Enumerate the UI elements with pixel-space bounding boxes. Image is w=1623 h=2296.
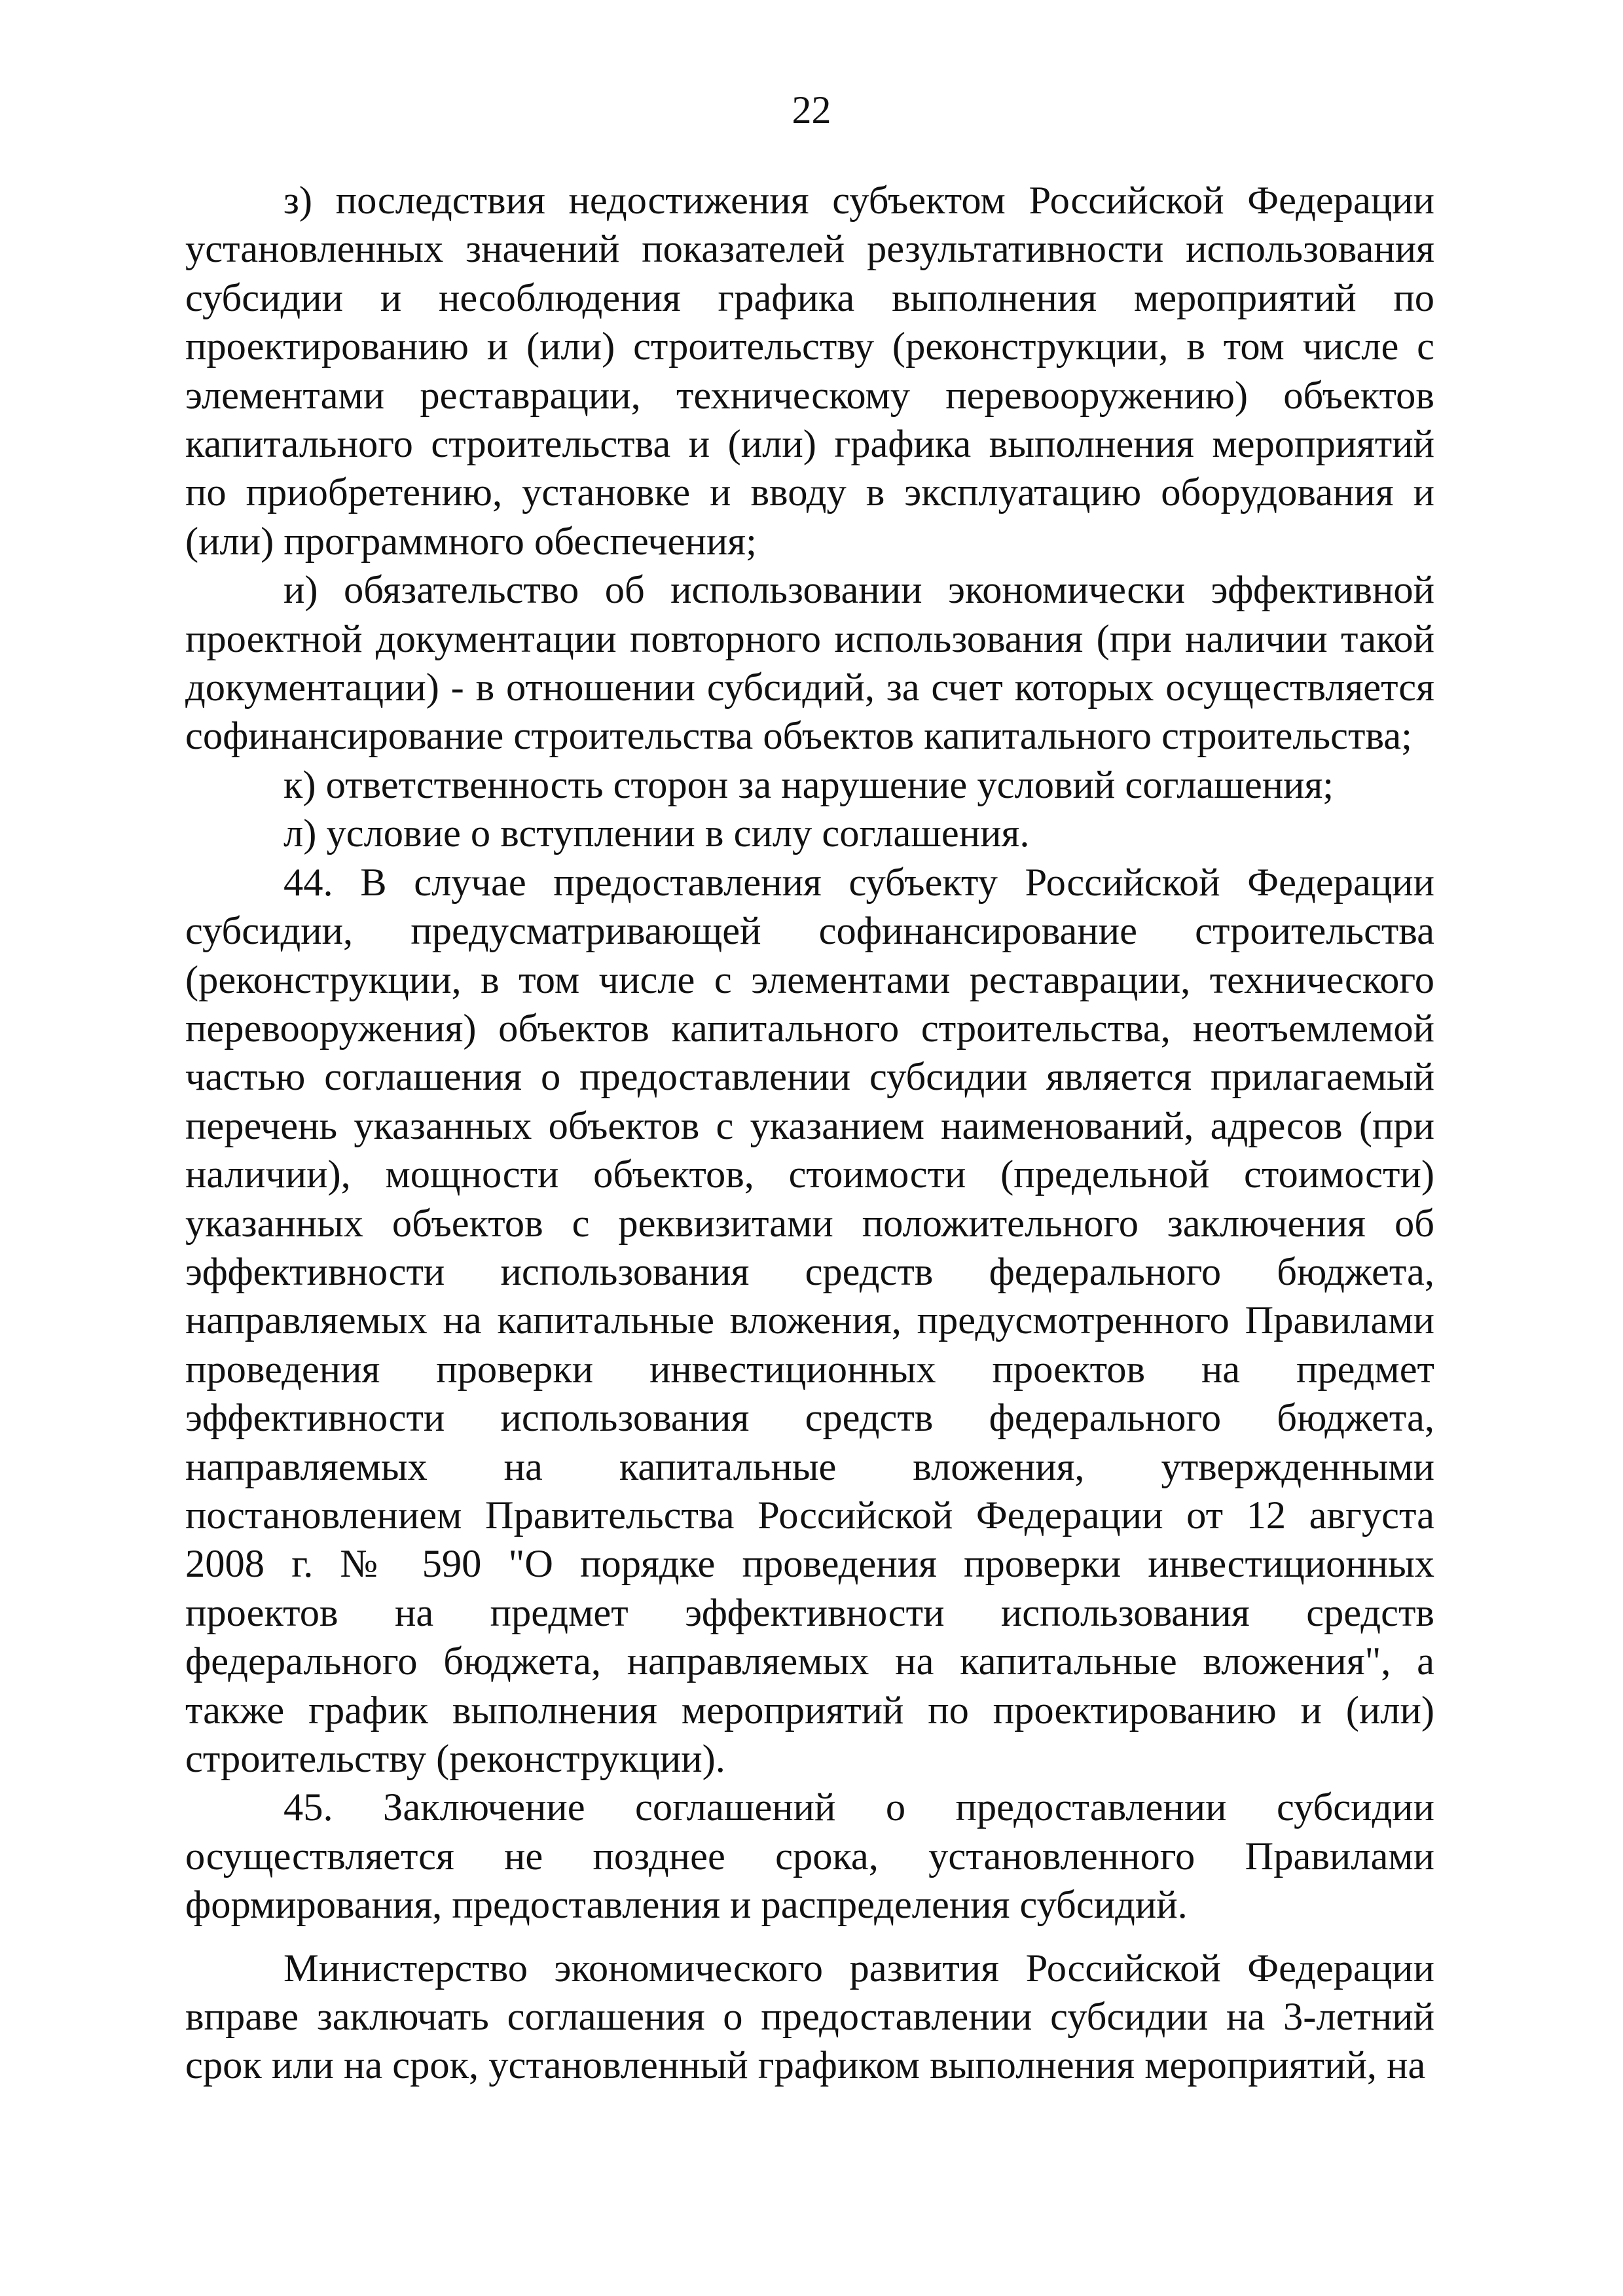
paragraph-k: к) ответственность сторон за нарушение условий соглашения;: [283, 762, 1334, 807]
paragraph-44: 44. В случае предоставления субъекту Российской Федерации субсидии, предусматривающей софинансирование строительства (реконструкции, в том числе с элементами реставрации, технического перевооружения) объектов капитального строительства, неотъемлемой частью соглашения о предоставлении субсидии является прилагаемый перечень указанных объектов с указанием наименований, адресов (при наличии), мощности объектов, стоимости (предельной стоимости) указанных объектов с реквизитами положительного заключения об эффективности использования средств федерального бюджета, направляемых на капитальные вложения, предусмотренного Правилами проведения проверки инвестиционных проектов на предмет эффективности использования средств федерального бюджета, направляемых на капитальные вложения, утвержденными постановлением Правительства Российской Федерации от 12 августа 2008 г. № 590 "О порядке проведения проверки инвестиционных проектов на предмет эффективности использования средств федерального бюджета, направляемых на капитальные вложения", а также график выполнения мероприятий по проектированию и (или) строительству (реконструкции).: [185, 860, 1434, 1781]
paragraph-l: л) условие о вступлении в силу соглашения.: [283, 812, 1030, 856]
document-body: [185, 177, 1434, 2090]
paragraph-z: з) последствия недостижения субъектом Российской Федерации установленных значений показателей результативности использования субсидии и несоблюдения графика выполнения мероприятий по проектированию и (или) строительству (реконструкции, в том числе с элементами реставрации, техническому перевооружению) объектов капитального строительства и (или) графика выполнения мероприятий по приобретению, установке и вводу в эксплуатацию оборудования и (или) программного обеспечения;: [185, 179, 1434, 564]
paragraph-i: и) обязательство об использовании экономически эффективной проектной документации повторного использования (при наличии такой документации) - в отношении субсидий, за счет которых осуществляется софинансирование строительства объектов капитального строительства;: [185, 568, 1434, 759]
paragraph-45: 45. Заключение соглашений о предоставлении субсидии осуществляется не позднее срока, установленного Правилами формирования, предоставления и распределения субсидий.: [185, 1785, 1434, 1928]
paragraph-ministry: Министерство экономического развития Российской Федерации вправе заключать соглашения о предоставлении субсидии на 3-летний срок или на срок, установленный графиком выполнения мероприятий, на: [185, 1946, 1434, 2088]
page-number: 22: [792, 88, 831, 132]
